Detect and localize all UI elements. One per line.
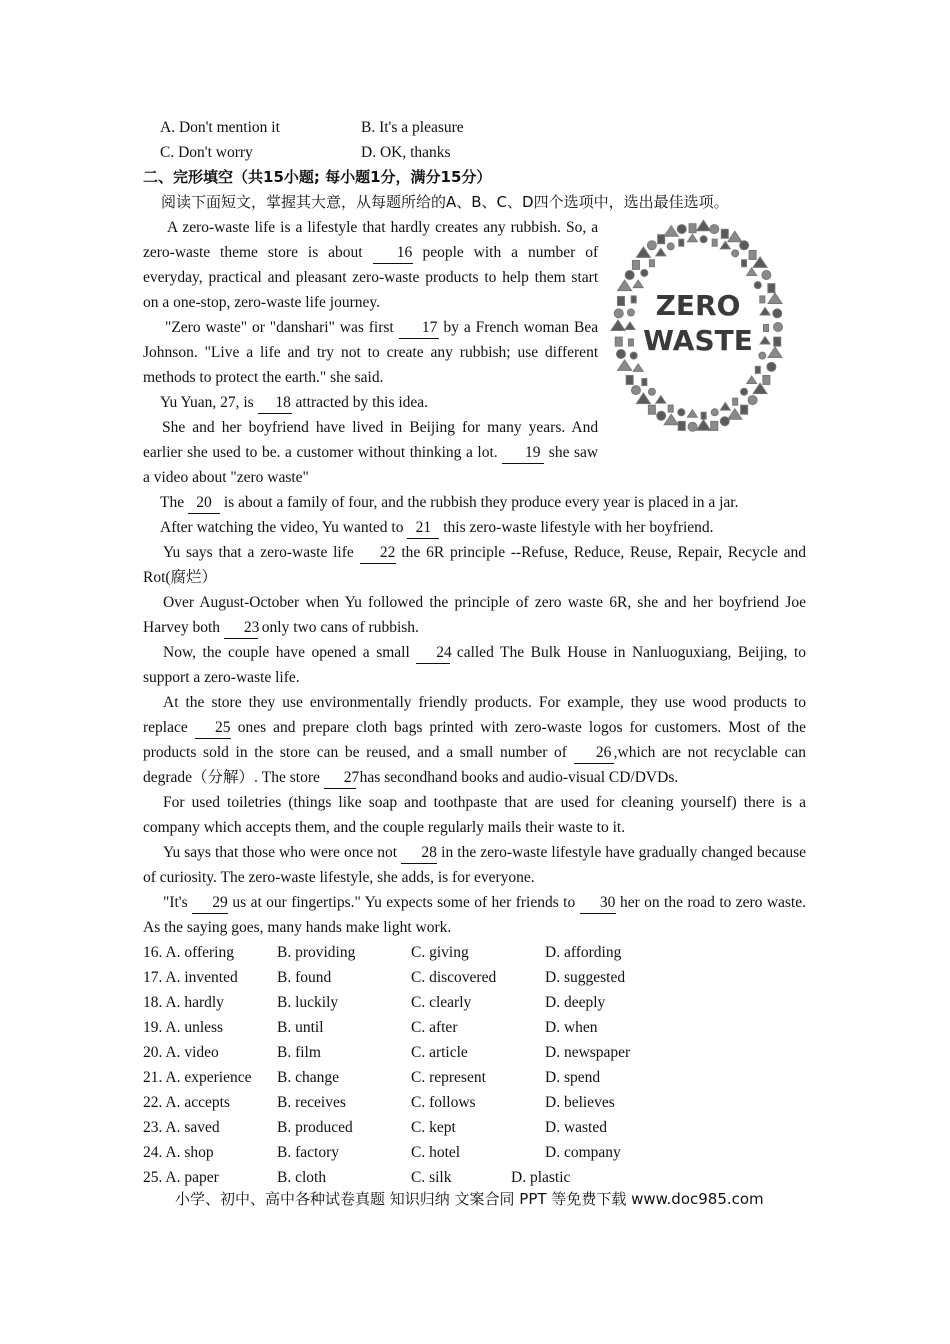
logo-ring-glyph — [732, 250, 739, 257]
logo-ring-glyph — [633, 280, 643, 288]
logo-ring-glyph — [700, 236, 707, 243]
paragraph-13-text-c: her on the road to zero waste. As the saying goes, many hands make light work. — [143, 894, 806, 936]
blank-30: 30 — [580, 893, 616, 914]
blank-28: 28 — [401, 843, 437, 864]
option-20-c: C. article — [411, 1044, 468, 1061]
paragraph-7 — [143, 540, 806, 590]
paragraph-6-text-a: After watching the video, Yu wanted to — [160, 519, 404, 536]
logo-ring-glyph — [747, 376, 757, 384]
logo-ring-glyph — [632, 386, 641, 395]
logo-ring-glyph — [759, 352, 766, 359]
blank-23: 23 — [224, 618, 258, 639]
paragraph-7-text-a: Yu says that a zero-waste life — [163, 544, 354, 561]
logo-ring-glyph — [664, 414, 678, 425]
paragraph-10-text-b: ones and prepare cloth bags printed with zero-waste logos for customers. Most of the products sold in the store can be reused, and a small number of — [143, 719, 806, 761]
option-22-c: C. follows — [411, 1094, 476, 1111]
paragraph-13 — [143, 890, 806, 940]
paragraph-12-text-b: in the zero-waste lifestyle have gradually changed because of curiosity. The zero-waste lifestyle, she adds, is for everyone. — [143, 844, 806, 886]
paragraph-10-text-c: ,which are not recyclable can degrade（分解）. The store — [143, 744, 806, 786]
exam-page — [143, 115, 806, 1190]
prev-option-b: B. It's a pleasure — [361, 119, 464, 136]
logo-ring-glyph — [633, 364, 643, 372]
paragraph-5-text-b: is about a family of four, and the rubbish they produce every year is placed in a jar. — [223, 494, 739, 511]
logo-ring-glyph — [618, 297, 625, 306]
logo-ring-glyph — [768, 284, 775, 293]
option-25-c: C. silk — [411, 1169, 452, 1186]
paragraph-2 — [143, 315, 598, 390]
paragraph-13-text-a: "It's — [163, 894, 188, 911]
paragraph-12-text-a: Yu says that those who were once not — [163, 844, 398, 861]
logo-ring-glyph — [629, 339, 634, 346]
paragraph-3-text-b: attracted by this idea. — [295, 394, 429, 411]
option-19-a: 19. A. unless — [143, 1019, 224, 1036]
logo-ring-glyph — [773, 309, 782, 318]
logo-ring-glyph — [647, 241, 656, 250]
paragraph-3 — [143, 390, 598, 415]
logo-ring-glyph — [678, 409, 685, 416]
logo-ring-glyph — [720, 417, 729, 426]
option-23-a: 23. A. saved — [143, 1119, 220, 1136]
paragraph-9 — [143, 640, 806, 690]
blank-24: 24 — [416, 643, 450, 664]
paragraph-2-text-a: "Zero waste" or "danshari" was first — [165, 319, 394, 336]
blank-19: 19 — [502, 443, 544, 464]
option-row-17 — [143, 965, 806, 990]
logo-ring-glyph — [625, 271, 634, 280]
logo-ring-glyph — [637, 393, 651, 404]
logo-ring-glyph — [633, 260, 640, 269]
paragraph-7-text-b: the 6R principle --Refuse, Reduce, Reuse, Repair, Recycle and Rot(腐烂） — [143, 544, 807, 586]
option-21-d: D. spend — [545, 1069, 601, 1086]
option-18-b: B. luckily — [277, 994, 339, 1011]
prev-option-a: A. Don't mention it — [160, 119, 280, 136]
blank-22: 22 — [360, 543, 396, 564]
logo-ring-glyph — [650, 260, 655, 267]
paragraph-6 — [143, 515, 806, 540]
option-22-a: 22. A. accepts — [143, 1094, 230, 1111]
logo-ring-glyph — [657, 411, 666, 420]
paragraph-9-text-b: called The Bulk House in Nanluoguxiang, Beijing, to support a zero-waste life. — [143, 644, 806, 686]
logo-ring-glyph — [628, 309, 635, 316]
option-17-a: 17. A. invented — [143, 969, 238, 986]
option-23-b: B. produced — [277, 1119, 353, 1136]
logo-ring-glyph — [688, 234, 698, 242]
paragraph-11: For used toiletries (things like soap and toothpaste that are used for cleaning yourself) there is a company which accepts them, and the couple regularly mails their waste to it. — [143, 794, 806, 836]
paragraph-1 — [143, 215, 598, 315]
option-19-b: B. until — [277, 1019, 324, 1036]
paragraph-8-text-a: Over August-October when Yu followed the principle of zero waste 6R, she and her boyfriend Joe Harvey both — [143, 594, 806, 636]
option-20-a: 20. A. video — [143, 1044, 219, 1061]
logo-ring-glyph — [625, 322, 635, 330]
logo-ring-glyph — [712, 239, 717, 246]
option-21-c: C. represent — [411, 1069, 486, 1086]
prev-option-c: C. Don't worry — [160, 144, 253, 161]
logo-ring-glyph — [667, 243, 674, 250]
paragraph-1-text-b: people with a number of everyday, practical and pleasant zero-waste products to help them start on a one-stop, zero-waste life journey. — [143, 244, 599, 311]
option-20-b: B. film — [277, 1044, 321, 1061]
paragraph-8-text-b: only two cans of rubbish. — [261, 619, 419, 636]
logo-ring-glyph — [710, 225, 719, 234]
logo-ring-glyph — [711, 409, 718, 416]
paragraph-3-text-a: Yu Yuan, 27, is — [160, 394, 254, 411]
logo-ring-glyph — [774, 323, 783, 332]
paragraph-4-text-a: She and her boyfriend have lived in Beijing for many years. And earlier she used to be. a customer without thinking a lot. — [143, 419, 599, 461]
blank-17: 17 — [399, 318, 439, 339]
paragraph-5 — [143, 490, 806, 515]
option-19-c: C. after — [411, 1019, 458, 1036]
option-18-c: C. clearly — [411, 994, 472, 1011]
page-footer: 小学、初中、高中各种试卷真题 知识归纳 文案合同 PPT 等免费下载 www.doc985.com — [175, 1190, 764, 1208]
logo-ring-glyph — [656, 248, 666, 256]
option-18-a: 18. A. hardly — [143, 994, 224, 1011]
options-list — [143, 940, 806, 1190]
logo-ring-glyph — [774, 337, 781, 346]
logo-ring-glyph — [768, 347, 782, 358]
paragraph-5-text-a: The — [160, 494, 185, 511]
option-21-b: B. change — [277, 1069, 339, 1086]
option-24-c: C. hotel — [411, 1144, 461, 1161]
logo-ring-glyph — [631, 296, 636, 303]
option-18-d: D. deeply — [545, 994, 606, 1011]
blank-21: 21 — [407, 518, 439, 539]
logo-ring-glyph — [649, 388, 656, 395]
option-row-16 — [143, 940, 806, 965]
prev-option-d: D. OK, thanks — [361, 144, 451, 161]
option-17-b: B. found — [277, 969, 332, 986]
paragraph-1-text-a: A zero-waste life is a lifestyle that hardly creates any rubbish. So, a zero-waste theme store is about — [143, 219, 599, 261]
logo-ring-glyph — [677, 225, 686, 234]
paragraph-10-text-d: has secondhand books and audio-visual CD/DVDs. — [359, 769, 679, 786]
paragraph-2-text-b: by a French woman Bea Johnson. "Live a life and try not to create any rubbish; use different methods to protect the earth." she said. — [143, 319, 599, 386]
paragraph-12 — [143, 840, 806, 890]
logo-text-waste: WASTE — [643, 324, 753, 357]
logo-ring-glyph — [767, 362, 776, 371]
logo-ring-glyph — [688, 410, 698, 418]
logo-ring-glyph — [764, 325, 769, 332]
logo-ring-glyph — [762, 271, 771, 280]
logo-ring-glyph — [641, 269, 648, 276]
blank-26: 26 — [574, 743, 614, 764]
logo-ring-glyph — [658, 235, 665, 244]
zero-waste-logo-icon — [608, 215, 798, 440]
logo-ring-glyph — [678, 421, 685, 430]
option-24-a: 24. A. shop — [143, 1144, 214, 1161]
logo-ring-glyph — [611, 320, 625, 331]
option-24-d: D. company — [545, 1144, 621, 1161]
logo-ring-glyph — [615, 337, 622, 346]
paragraph-6-text-b: this zero-waste lifestyle with her boyfriend. — [443, 519, 714, 536]
logo-ring-glyph — [689, 224, 696, 233]
logo-ring-glyph — [648, 405, 655, 414]
option-20-d: D. newspaper — [545, 1044, 631, 1061]
zero-waste-logo — [608, 215, 806, 490]
logo-ring-glyph — [720, 403, 730, 411]
paragraph-13-text-b: us at our fingertips." Yu expects some of her friends to — [232, 894, 576, 911]
option-row-22 — [143, 1090, 806, 1115]
logo-ring-glyph — [664, 226, 678, 237]
intro-block — [143, 215, 806, 490]
option-25-b: B. cloth — [277, 1169, 327, 1186]
logo-ring-glyph — [740, 241, 749, 250]
logo-ring-glyph — [697, 220, 711, 231]
logo-text-zero: ZERO — [655, 289, 741, 322]
logo-ring-glyph — [720, 241, 730, 249]
option-17-c: C. discovered — [411, 969, 497, 986]
logo-ring-glyph — [760, 308, 770, 316]
option-23-c: C. kept — [411, 1119, 456, 1136]
logo-ring-glyph — [656, 396, 666, 404]
logo-ring-glyph — [748, 396, 757, 405]
blank-16: 16 — [373, 243, 413, 264]
option-row-25 — [143, 1165, 806, 1190]
logo-ring-glyph — [642, 379, 647, 386]
option-16-b: B. providing — [277, 944, 356, 961]
option-21-a: 21. A. experience — [143, 1069, 252, 1086]
logo-ring-glyph — [679, 239, 684, 246]
logo-ring-glyph — [721, 229, 728, 238]
option-row-20 — [143, 1040, 806, 1065]
logo-ring-glyph — [742, 260, 747, 267]
logo-ring-glyph — [741, 388, 748, 395]
option-16-a: 16. A. offering — [143, 944, 234, 961]
prev-options-row-2 — [143, 140, 806, 165]
logo-ring-glyph — [733, 398, 738, 405]
blank-29: 29 — [192, 893, 228, 914]
option-17-d: D. suggested — [545, 969, 626, 986]
option-23-d: D. wasted — [545, 1119, 607, 1136]
option-25-d: D. plastic — [511, 1169, 571, 1186]
logo-ring-glyph — [741, 405, 748, 414]
option-row-18 — [143, 990, 806, 1015]
logo-ring-glyph — [688, 422, 697, 431]
option-row-21 — [143, 1065, 806, 1090]
logo-ring-glyph — [749, 250, 756, 259]
option-16-c: C. giving — [411, 944, 469, 961]
logo-ring-glyph — [754, 282, 761, 289]
logo-ring-glyph — [630, 352, 637, 359]
section-title: 二、完形填空（共15小题; 每小题1分，满分15分） — [143, 168, 492, 186]
paragraph-4-text-b: she saw a video about "zero waste" — [143, 444, 599, 486]
logo-ring-glyph — [768, 293, 782, 304]
logo-ring-glyph — [711, 421, 718, 430]
logo-ring-glyph — [626, 375, 633, 384]
paragraph-10-text-a: At the store they use environmentally friendly products. For example, they use wood products to replace — [143, 694, 806, 736]
logo-ring-glyph — [697, 420, 711, 431]
option-row-24 — [143, 1140, 806, 1165]
option-16-d: D. affording — [545, 944, 622, 961]
blank-25: 25 — [195, 718, 231, 739]
prev-options-row-1 — [143, 115, 806, 140]
logo-ring-glyph — [763, 375, 770, 384]
blank-18: 18 — [258, 393, 292, 414]
option-24-b: B. factory — [277, 1144, 339, 1161]
intro-text — [143, 215, 598, 490]
option-19-d: D. when — [545, 1019, 598, 1036]
logo-ring-glyph — [618, 280, 632, 291]
logo-ring-glyph — [755, 366, 760, 373]
option-row-23 — [143, 1115, 806, 1140]
option-row-19 — [143, 1015, 806, 1040]
option-22-b: B. receives — [277, 1094, 346, 1111]
blank-20: 20 — [188, 493, 220, 514]
blank-27: 27 — [324, 768, 356, 789]
logo-ring-glyph — [728, 231, 742, 242]
logo-ring-glyph — [617, 349, 626, 358]
logo-ring-glyph — [618, 360, 632, 371]
logo-ring-glyph — [668, 405, 673, 412]
option-22-d: D. believes — [545, 1094, 615, 1111]
logo-ring-glyph — [760, 336, 770, 344]
paragraph-8 — [143, 590, 806, 640]
logo-ring-glyph — [701, 412, 706, 419]
option-25-a: 25. A. paper — [143, 1169, 219, 1186]
paragraph-4 — [143, 415, 598, 490]
logo-ring-glyph — [760, 296, 765, 303]
logo-ring-glyph — [614, 309, 623, 318]
paragraph-10 — [143, 690, 806, 790]
paragraph-9-text-a: Now, the couple have opened a small — [163, 644, 410, 661]
logo-ring-glyph — [747, 268, 757, 276]
section-instruction: 阅读下面短文，掌握其大意，从每题所给的A、B、C、D四个选项中，选出最佳选项。 — [161, 193, 729, 211]
